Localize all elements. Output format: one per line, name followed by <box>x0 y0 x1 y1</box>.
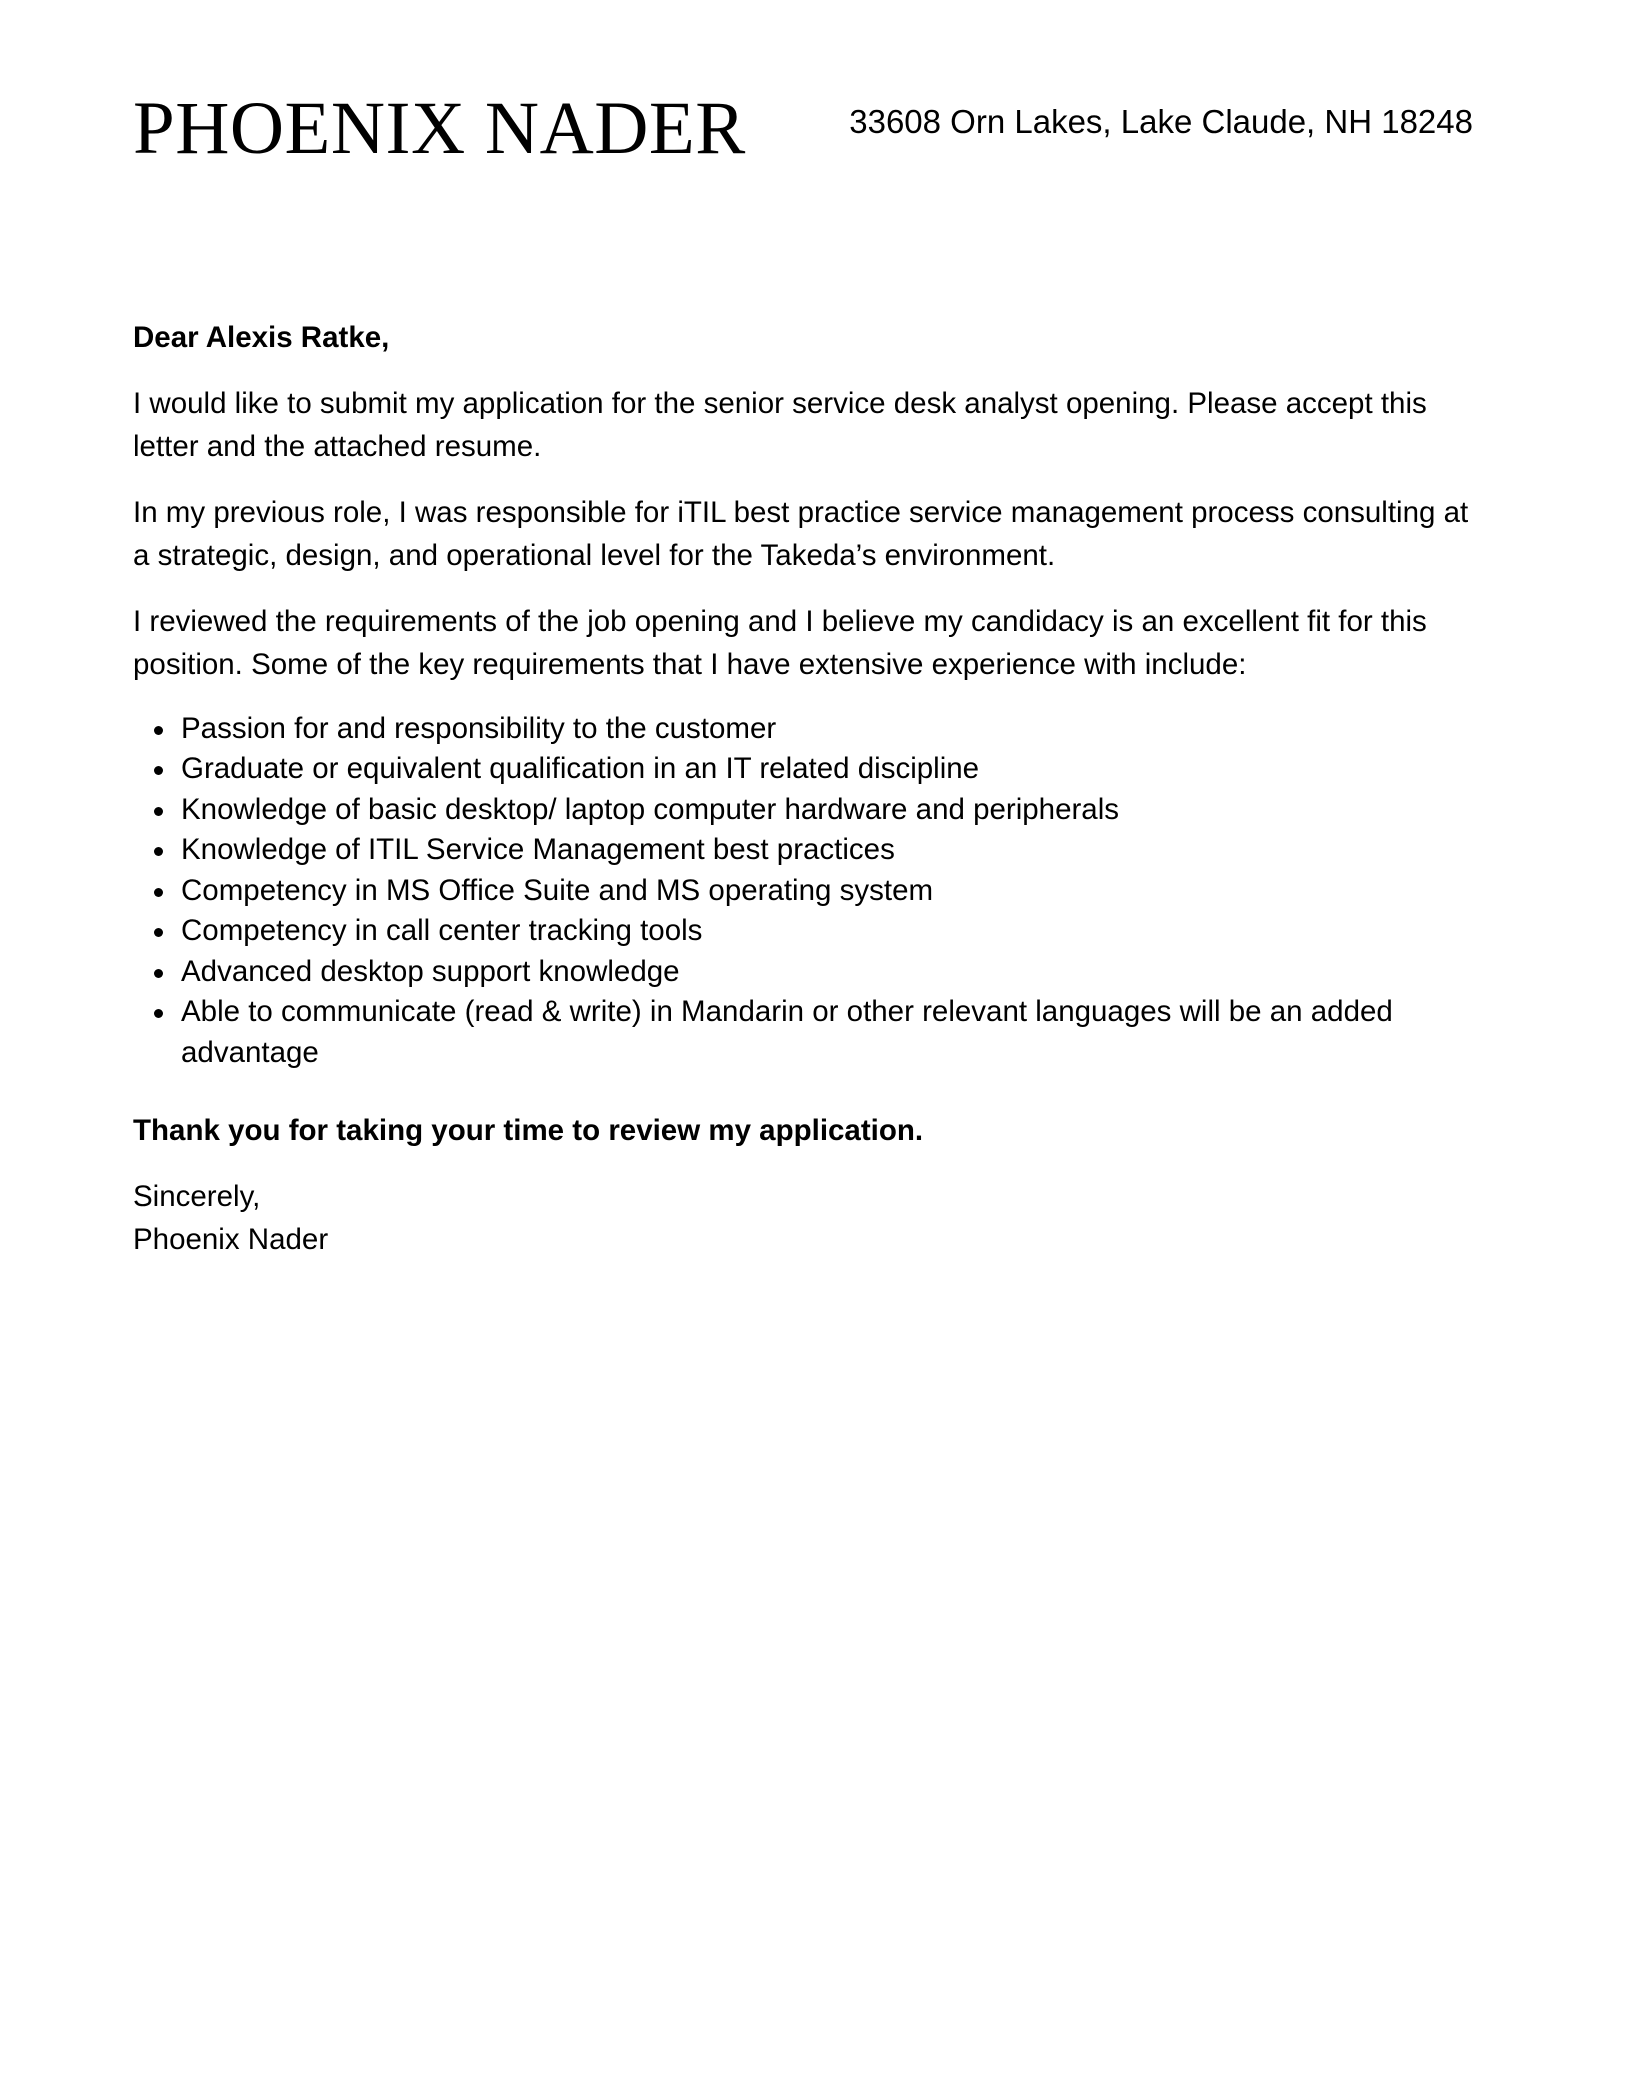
intro-paragraph: I would like to submit my application for the senior service desk analyst opening. Please accept this letter and the attached resume. <box>133 386 1427 463</box>
requirements-list <box>133 709 1473 1074</box>
signature-name: Phoenix Nader <box>133 1223 329 1256</box>
bullet-icon <box>154 726 163 735</box>
list-item <box>133 790 1473 831</box>
bullet-icon <box>154 766 163 775</box>
list-item-text: Competency in call center tracking tools <box>181 914 703 947</box>
requirements-intro-paragraph: I reviewed the requirements of the job opening and I believe my candidacy is an excellent fit for this position. Some of the key requirements that I have extensive experience with include: <box>133 604 1427 681</box>
closing-line: Thank you for taking your time to review my application. <box>133 1114 924 1147</box>
bullet-icon <box>154 888 163 897</box>
list-item <box>133 911 1473 952</box>
letter-header <box>133 84 1473 174</box>
list-item-text: Competency in MS Office Suite and MS operating system <box>181 873 934 907</box>
list-item <box>133 830 1473 871</box>
list-item-text: Able to communicate (read & write) in Mandarin or other relevant languages will be an added advantage <box>181 995 1393 1069</box>
bullet-icon <box>154 847 163 856</box>
list-item-text: Passion for and responsibility to the customer <box>181 711 777 745</box>
bullet-icon <box>154 807 163 816</box>
list-item <box>133 952 1473 993</box>
signoff: Sincerely, <box>133 1179 261 1213</box>
list-item-text: Knowledge of ITIL Service Management best practices <box>181 833 895 866</box>
list-item-text: Advanced desktop support knowledge <box>181 954 680 988</box>
applicant-address: 33608 Orn Lakes, Lake Claude, NH 18248 <box>849 103 1473 140</box>
bullet-icon <box>154 1009 163 1018</box>
list-item <box>133 749 1473 790</box>
list-item <box>133 992 1473 1073</box>
applicant-name: PHOENIX NADER <box>133 87 746 170</box>
bullet-icon <box>154 969 163 978</box>
salutation: Dear Alexis Ratke, <box>133 321 390 354</box>
list-item <box>133 709 1473 750</box>
list-item <box>133 871 1473 912</box>
list-item-text: Knowledge of basic desktop/ laptop computer hardware and peripherals <box>181 792 1120 826</box>
letter-body <box>133 316 1473 1262</box>
list-item-text: Graduate or equivalent qualification in an IT related discipline <box>181 752 980 785</box>
experience-paragraph: In my previous role, I was responsible for iTIL best practice service management process consulting at a strategic, design, and operational level for the Takeda’s environment. <box>133 495 1469 572</box>
bullet-icon <box>154 928 163 937</box>
